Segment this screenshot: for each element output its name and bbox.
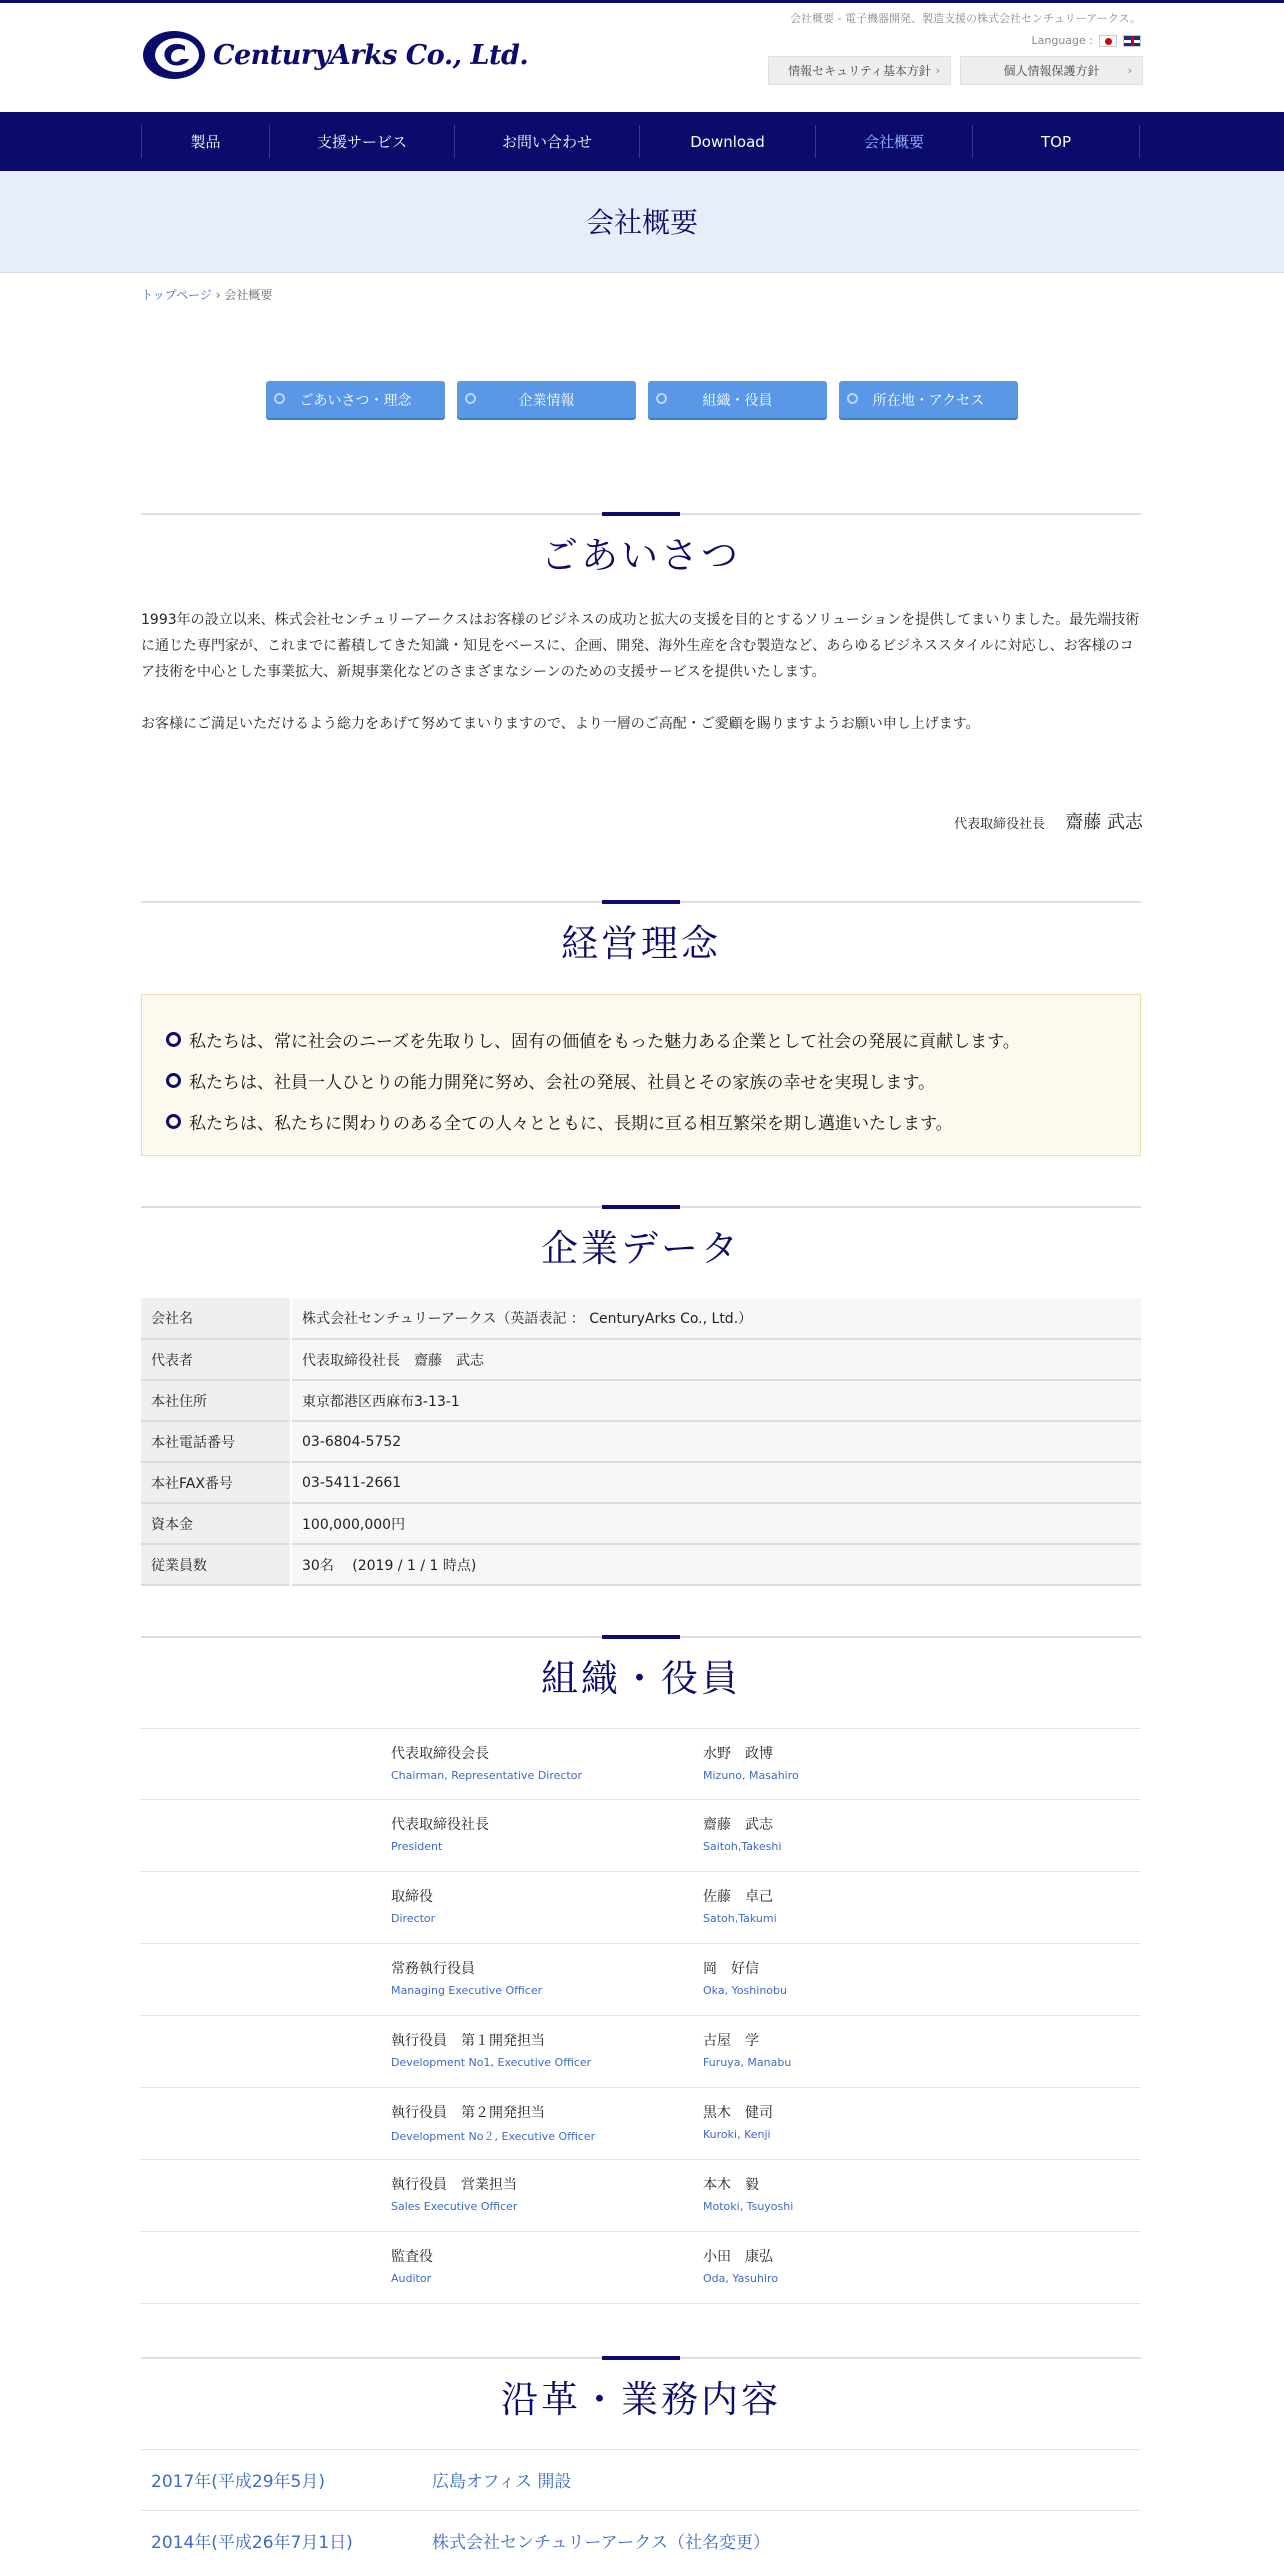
table-key: 本社FAX番号 — [141, 1462, 291, 1503]
history-list — [141, 2449, 1141, 2571]
table-value: 代表取締役社長 齋藤 武志 — [291, 1339, 1141, 1380]
table-key: 代表者 — [141, 1339, 291, 1380]
officer-name-en: Motoki, Tsuyoshi — [703, 2200, 794, 2213]
section-accent-bar — [602, 1205, 680, 1209]
nav-item-top[interactable]: TOP — [973, 125, 1140, 158]
greeting-title: ごあいさつ — [541, 534, 741, 577]
circle-icon — [847, 393, 858, 404]
history-event: 株式会社センチュリーアークス（社名変更） — [432, 2533, 770, 2553]
ring-bullet-icon — [166, 1032, 181, 1047]
table-key: 従業員数 — [141, 1544, 291, 1585]
section-accent-bar — [602, 1635, 680, 1639]
company-logo[interactable] — [141, 29, 528, 81]
history-row — [141, 2449, 1141, 2510]
signature-title: 代表取締役社長 — [954, 817, 1046, 832]
philosophy-box — [141, 994, 1141, 1156]
page-title: 会社概要 — [585, 206, 698, 239]
officer-title-en: Development No２, Executive Officer — [391, 2130, 596, 2143]
table-key: 会社名 — [141, 1298, 291, 1339]
table-value: 東京都港区西麻布3-13-1 — [291, 1380, 1141, 1421]
officer-title-en: Sales Executive Officer — [391, 2200, 518, 2213]
circle-icon — [465, 393, 476, 404]
officer-name-en: Oka, Yoshinobu — [703, 1984, 787, 1997]
anchor-greeting-button[interactable] — [266, 381, 445, 418]
language-label: Language : — [1031, 34, 1093, 47]
officer-title-en: Auditor — [391, 2272, 432, 2285]
officer-name-jp: 古屋 学 — [703, 2033, 759, 2049]
philosophy-item-text: 私たちは、常に社会のニーズを先取りし、固有の価値をもった魅力ある企業として社会の発展に貢献します。 — [189, 1032, 1020, 1052]
officer-title-en: Director — [391, 1912, 436, 1925]
table-row — [141, 1462, 1141, 1503]
logo-text: CenturyArks Co., Ltd. — [213, 39, 529, 71]
company-data-table — [141, 1298, 1141, 1586]
privacy-policy-label: 個人情報保護方針 — [1003, 64, 1100, 78]
philosophy-title: 経営理念 — [561, 922, 721, 965]
officer-name-en: Saitoh,Takeshi — [703, 1840, 782, 1853]
table-row — [141, 1380, 1141, 1421]
officer-row — [141, 1800, 1141, 1872]
header-policy-links — [768, 56, 1143, 85]
table-row — [141, 1544, 1141, 1585]
chevron-right-icon: › — [1127, 64, 1132, 77]
officer-name-en: Mizuno, Masahiro — [703, 1769, 799, 1782]
section-accent-bar — [602, 512, 680, 516]
header — [0, 3, 1284, 112]
officers-list — [141, 1728, 1141, 2304]
table-key: 本社住所 — [141, 1380, 291, 1421]
chevron-right-icon: › — [935, 64, 940, 77]
page-title-band — [0, 171, 1284, 273]
history-title: 沿革・業務内容 — [501, 2378, 781, 2421]
philosophy-item — [166, 1019, 1140, 1060]
anchor-label: 企業情報 — [518, 392, 575, 409]
officer-title-en: Development No1, Executive Officer — [391, 2056, 592, 2069]
officer-name-en: Kuroki, Kenji — [703, 2128, 771, 2141]
anchor-label: 組織・役員 — [702, 392, 773, 409]
nav-item-download[interactable]: Download — [640, 125, 816, 158]
table-row — [141, 1339, 1141, 1380]
ring-bullet-icon — [166, 1114, 181, 1129]
english-flag-icon[interactable] — [1123, 35, 1141, 47]
officer-name-jp: 岡 好信 — [703, 1961, 759, 1977]
philosophy-item-text: 私たちは、社員一人ひとりの能力開発に努め、会社の発展、社員とその家族の幸せを実現します。 — [189, 1073, 935, 1093]
breadcrumb-home-link[interactable]: トップページ — [141, 288, 212, 302]
security-policy-label: 情報セキュリティ基本方針 — [788, 64, 931, 78]
signature-name: 齋藤 武志 — [1065, 812, 1143, 833]
ring-bullet-icon — [166, 1073, 181, 1088]
greeting-paragraph-1: 1993年の設立以来、株式会社センチュリーアークスはお客様のビジネスの成功と拡大の支援を目的とするソリューションを提供してまいりました。最先端技術に通じた専門家が、これまでに蓄積してきた知識・知見をベースに、企画、開発、海外生産を含む製造など、あらゆるビジネススタイルに対応し、お客様のコア技術を中心とした事業拡大、新規事業化などのさまざまなシーンのための支援サービスを提供いたします。 — [141, 612, 1140, 680]
language-switcher — [1032, 34, 1142, 47]
officer-row — [141, 2160, 1141, 2232]
anchor-label: 所在地・アクセス — [872, 392, 985, 409]
officers-title: 組織・役員 — [541, 1657, 741, 1700]
table-value: 100,000,000円 — [291, 1503, 1141, 1544]
section-accent-bar — [602, 2356, 680, 2360]
officer-title-jp: 代表取締役社長 — [391, 1817, 489, 1833]
table-value: 03-5411-2661 — [291, 1462, 1141, 1503]
history-event: 広島オフィス 開設 — [432, 2472, 572, 2492]
nav-item-company-profile[interactable]: 会社概要 — [816, 125, 973, 158]
officer-name-jp: 水野 政博 — [703, 1746, 773, 1762]
officer-row — [141, 2016, 1141, 2088]
table-key: 資本金 — [141, 1503, 291, 1544]
security-policy-button[interactable] — [768, 56, 951, 85]
officer-title-en: Chairman, Representative Director — [391, 1769, 583, 1782]
philosophy-item-text: 私たちは、私たちに関わりのある全ての人々とともに、長期に亘る相互繁栄を期し邁進いたします。 — [189, 1114, 953, 1134]
officer-row — [141, 2088, 1141, 2160]
officer-title-en: Managing Executive Officer — [391, 1984, 543, 1997]
history-row — [141, 2510, 1141, 2571]
officer-row — [141, 1872, 1141, 1944]
officer-title-jp: 常務執行役員 — [391, 1961, 475, 1977]
japanese-flag-icon[interactable] — [1099, 35, 1117, 47]
nav-item-support-services[interactable]: 支援サービス — [270, 125, 455, 158]
officer-title-jp: 執行役員 営業担当 — [391, 2177, 517, 2193]
officer-name-jp: 齋藤 武志 — [703, 1817, 773, 1833]
officer-name-jp: 小田 康弘 — [703, 2249, 773, 2265]
section-anchor-buttons — [266, 381, 1018, 418]
circle-icon — [656, 393, 667, 404]
section-accent-bar — [602, 900, 680, 904]
table-value: 株式会社センチュリーアークス（英語表記 ： CenturyArks Co., Ltd.） — [291, 1298, 1141, 1339]
company-data-title: 企業データ — [541, 1227, 741, 1270]
history-date: 2017年(平成29年5月) — [151, 2472, 325, 2492]
officer-name-en: Oda, Yasuhiro — [703, 2272, 779, 2285]
philosophy-item — [166, 1060, 1140, 1101]
table-row — [141, 1503, 1141, 1544]
site-tagline: 会社概要 - 電子機器開発、製造支援の株式会社センチュリーアークス。 — [790, 12, 1141, 25]
officer-title-jp: 執行役員 第１開発担当 — [391, 2033, 545, 2049]
nav-item-products[interactable]: 製品 — [142, 125, 270, 158]
officer-title-jp: 執行役員 第２開発担当 — [391, 2105, 545, 2121]
officer-title-jp: 監査役 — [391, 2249, 433, 2265]
main-navigation — [0, 112, 1284, 171]
philosophy-item — [166, 1101, 1140, 1142]
anchor-organization-button[interactable] — [648, 381, 827, 418]
officer-name-en: Satoh,Takumi — [703, 1912, 777, 1925]
table-row — [141, 1421, 1141, 1462]
table-row — [141, 1298, 1141, 1339]
officer-name-jp: 黒木 健司 — [703, 2105, 773, 2121]
officer-name-en: Furuya, Manabu — [703, 2056, 792, 2069]
greeting-paragraph-2: お客様にご満足いただけるよう総力をあげて努めてまいりますので、より一層のご高配・ご愛顧を賜りますようお願い申し上げます。 — [141, 716, 980, 732]
anchor-label: ごあいさつ・理念 — [299, 392, 412, 409]
greeting-signature — [954, 808, 1143, 834]
officer-name-jp: 本木 毅 — [703, 2177, 759, 2193]
table-value: 03-6804-5752 — [291, 1421, 1141, 1462]
breadcrumb-current: 会社概要 — [224, 288, 273, 302]
history-date: 2014年(平成26年7月1日) — [151, 2533, 353, 2553]
breadcrumb — [141, 286, 272, 303]
officer-title-en: President — [391, 1840, 443, 1853]
anchor-access-button[interactable] — [839, 381, 1018, 418]
circle-icon — [274, 393, 285, 404]
breadcrumb-separator: › — [215, 288, 221, 302]
officer-row — [141, 1944, 1141, 2016]
officer-name-jp: 佐藤 卓己 — [703, 1889, 773, 1905]
table-key: 本社電話番号 — [141, 1421, 291, 1462]
nav-item-contact[interactable]: お問い合わせ — [455, 125, 640, 158]
logo-mark-icon — [141, 29, 207, 81]
officer-row — [141, 2232, 1141, 2304]
officer-row — [141, 1728, 1141, 1800]
anchor-company-info-button[interactable] — [457, 381, 636, 418]
officer-title-jp: 代表取締役会長 — [391, 1746, 489, 1762]
privacy-policy-button[interactable] — [960, 56, 1143, 85]
table-value: 30名 (2019 / 1 / 1 時点) — [291, 1544, 1141, 1585]
officer-title-jp: 取締役 — [391, 1889, 433, 1905]
